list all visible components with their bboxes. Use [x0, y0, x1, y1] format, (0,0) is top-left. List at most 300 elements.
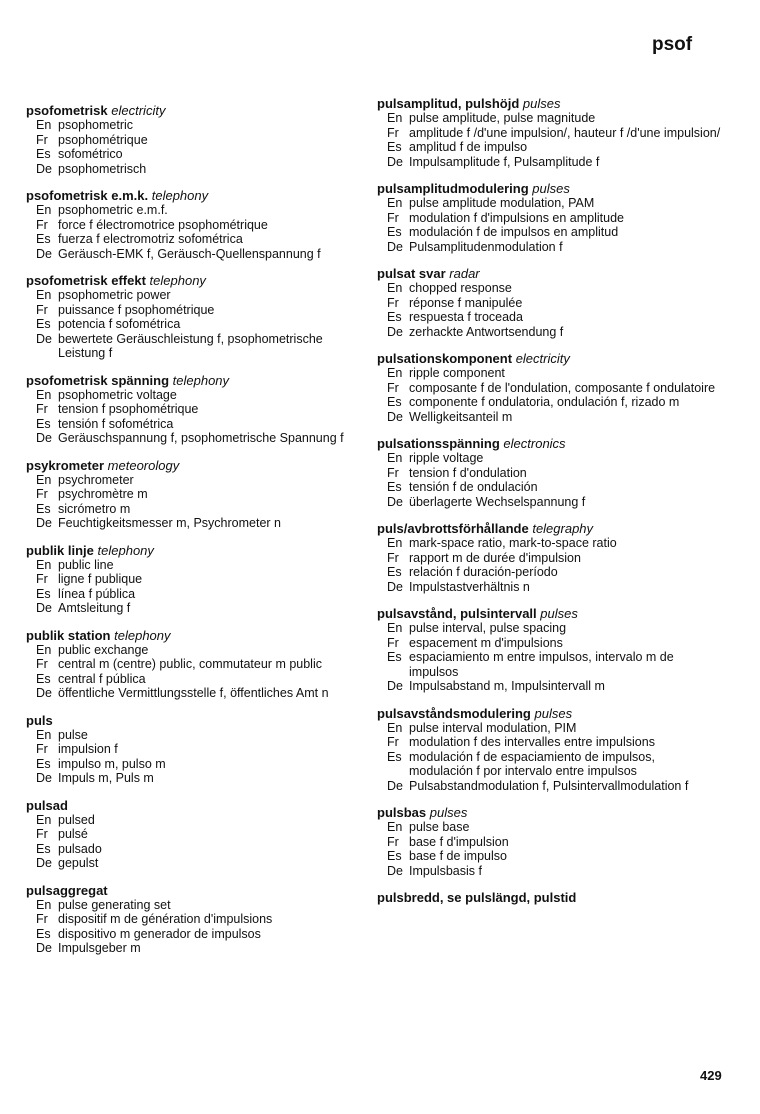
- translation-row: [26, 601, 371, 616]
- translation-row: [26, 813, 371, 828]
- language-code: En: [387, 536, 403, 550]
- translation-row: [377, 395, 722, 410]
- translation-text: Impulsabstand m, Impulsintervall m: [409, 679, 605, 693]
- headword: puls: [26, 712, 53, 728]
- translation-text: puissance f psophométrique: [58, 302, 215, 317]
- translation-row: [377, 111, 722, 126]
- language-code: Fr: [36, 742, 48, 756]
- language-code: Fr: [387, 125, 399, 140]
- dictionary-entry: [26, 373, 371, 446]
- language-code: Fr: [387, 834, 399, 849]
- headword: pulsaggregat: [26, 882, 108, 898]
- dictionary-entry: [377, 706, 722, 794]
- headword: pulsavståndsmodulering: [377, 705, 531, 721]
- translation-text: rapport m de durée d'impulsion: [409, 550, 581, 565]
- translation-text: force f électromotrice psophométrique: [58, 217, 268, 232]
- translation-text: ripple component: [409, 366, 505, 380]
- translation-text: pulsado: [58, 841, 102, 856]
- translation-row: [26, 487, 371, 502]
- dictionary-entry: [26, 628, 371, 701]
- translation-text: dispositivo m generador de impulsos: [58, 926, 261, 941]
- translation-text: Impulsamplitude f, Pulsamplitude f: [409, 154, 600, 169]
- translation-text: amplitud f de impulso: [409, 140, 528, 154]
- subject-field: electricity: [515, 351, 570, 366]
- language-code: En: [387, 111, 403, 125]
- translation-row: [377, 296, 722, 311]
- translation-text: relación f duración-período: [409, 565, 558, 579]
- language-code: En: [387, 196, 403, 210]
- translation-text: public line: [58, 557, 114, 572]
- language-code: Es: [36, 317, 51, 331]
- translation-row: [377, 281, 722, 296]
- translation-text: Pulsamplitudenmodulation f: [409, 239, 563, 254]
- translation-text: impulso m, pulso m: [58, 756, 166, 771]
- translation-text: modulación f de espaciamiento de impulsos, modulación f por intervalo entre impulsos: [409, 749, 655, 778]
- translation-text: Impulstastverhältnis n: [409, 579, 530, 594]
- language-code: De: [36, 516, 52, 530]
- headword: publik linje: [26, 542, 94, 558]
- entry-head: [26, 458, 371, 473]
- translation-text: respuesta f troceada: [409, 310, 523, 324]
- language-code: De: [387, 154, 403, 169]
- translation-text: Amtsleitung f: [58, 601, 131, 615]
- language-code: Fr: [387, 465, 399, 480]
- dictionary-entry: [26, 543, 371, 616]
- language-code: De: [36, 941, 52, 955]
- translation-text: componente f ondulatoria, ondulación f, rizado m: [409, 395, 680, 409]
- translation-text: Feuchtigkeitsmesser m, Psychrometer n: [58, 516, 281, 530]
- translation-text: zerhackte Antwortsendung f: [409, 324, 564, 339]
- dictionary-entry: [377, 521, 722, 594]
- language-code: Es: [387, 310, 402, 324]
- translation-row: [377, 565, 722, 580]
- entry-head: [377, 436, 722, 451]
- subject-field: pulses: [540, 606, 578, 621]
- language-code: En: [36, 557, 52, 572]
- language-code: De: [36, 331, 52, 346]
- subject-field: pulses: [429, 805, 468, 820]
- translation-text: línea f pública: [58, 586, 136, 601]
- subject-field: pulses: [534, 705, 573, 721]
- translation-text: psychrometer: [58, 472, 134, 487]
- translation-text: pulsé: [58, 827, 88, 841]
- translation-row: [377, 225, 722, 240]
- translation-text: bewertete Geräuschleistung f, psophometrische Leistung f: [58, 331, 323, 360]
- translation-row: [26, 827, 371, 842]
- translation-row: [26, 742, 371, 757]
- headword: pulsad: [26, 797, 68, 813]
- translation-text: fuerza f electromotriz sofométrica: [58, 232, 243, 246]
- language-code: Fr: [36, 132, 48, 147]
- language-code: Fr: [36, 827, 48, 841]
- translation-row: [26, 118, 371, 133]
- subject-field: electricity: [111, 103, 166, 118]
- headword: puls/avbrottsförhållande: [377, 521, 529, 536]
- translation-row: [26, 431, 371, 446]
- language-code: De: [387, 324, 403, 339]
- translation-text: pulse: [58, 727, 88, 742]
- translation-text: modulation f d'impulsions en amplitude: [409, 210, 625, 225]
- translation-text: pulse generating set: [58, 897, 171, 912]
- translation-row: [26, 133, 371, 148]
- translation-row: [26, 842, 371, 857]
- translation-row: [377, 750, 722, 779]
- translation-row: [26, 473, 371, 488]
- translation-row: [377, 551, 722, 566]
- translation-row: [26, 927, 371, 942]
- dictionary-entry: [377, 890, 722, 905]
- language-code: En: [36, 203, 52, 217]
- language-code: De: [387, 778, 403, 793]
- language-code: Fr: [387, 550, 399, 565]
- translation-text: modulación f de impulsos en amplitud: [409, 225, 619, 239]
- translation-row: [377, 140, 722, 155]
- translation-text: tensión f de ondulación: [409, 480, 538, 494]
- translation-row: [26, 332, 371, 361]
- language-code: Es: [36, 671, 51, 686]
- headword: psofometrisk spänning: [26, 372, 170, 388]
- entry-head: [377, 96, 722, 111]
- translation-row: [26, 941, 371, 956]
- headword: pulsbas: [377, 805, 427, 820]
- language-code: Es: [387, 650, 402, 664]
- dictionary-entry: [26, 713, 371, 786]
- subject-field: telegraphy: [532, 521, 594, 536]
- translation-text: Pulsabstandmodulation f, Pulsintervallmodulation f: [409, 778, 689, 793]
- dictionary-entry: [26, 458, 371, 531]
- headword: pulsamplitudmodulering: [377, 181, 529, 196]
- translation-row: [26, 147, 371, 162]
- language-code: De: [36, 161, 52, 176]
- language-code: Es: [387, 225, 402, 239]
- subject-field: electronics: [503, 436, 566, 451]
- translation-row: [26, 757, 371, 772]
- translation-text: pulse interval, pulse spacing: [409, 621, 567, 635]
- language-code: En: [36, 288, 52, 302]
- translation-text: tension f psophométrique: [58, 402, 199, 416]
- translation-row: [377, 480, 722, 495]
- headword: psofometrisk e.m.k.: [26, 188, 149, 203]
- dictionary-entry: [377, 436, 722, 509]
- translation-text: ripple voltage: [409, 451, 484, 465]
- translation-text: espaciamiento m entre impulsos, intervalo m de impulsos: [409, 650, 674, 679]
- translation-row: [26, 587, 371, 602]
- translation-row: [26, 203, 371, 218]
- translation-row: [377, 240, 722, 255]
- translation-text: gepulst: [58, 856, 99, 870]
- translation-row: [26, 162, 371, 177]
- subject-field: telephony: [149, 273, 206, 288]
- language-code: De: [36, 686, 52, 700]
- left-column: [26, 103, 371, 968]
- language-code: En: [36, 472, 52, 487]
- translation-text: public exchange: [58, 642, 149, 657]
- headword: pulsamplitud, pulshöjd: [377, 96, 520, 111]
- translation-row: [377, 580, 722, 595]
- translation-text: pulse amplitude, pulse magnitude: [409, 111, 596, 125]
- headword: pulsavstånd, pulsintervall: [377, 606, 537, 621]
- language-code: Fr: [36, 217, 48, 232]
- translation-text: Impuls m, Puls m: [58, 771, 154, 785]
- translation-text: mark-space ratio, mark-to-space ratio: [409, 536, 617, 550]
- translation-row: [377, 735, 722, 750]
- language-code: Es: [36, 147, 51, 161]
- headword: psofometrisk effekt: [26, 273, 146, 288]
- translation-row: [377, 211, 722, 226]
- translation-row: [26, 516, 371, 531]
- translation-text: réponse f manipulée: [409, 295, 523, 310]
- language-code: De: [36, 771, 52, 785]
- translation-row: [26, 898, 371, 913]
- translation-text: base f de impulso: [409, 849, 507, 863]
- translation-row: [26, 558, 371, 573]
- dictionary-entry: [26, 883, 371, 956]
- entry-head: [26, 273, 371, 288]
- entry-head: [26, 188, 371, 203]
- dictionary-entry: [377, 96, 722, 169]
- entry-head: [377, 521, 722, 536]
- translation-row: [377, 196, 722, 211]
- entry-head: [26, 883, 371, 898]
- translation-row: [26, 317, 371, 332]
- translation-text: sofométrico: [58, 147, 123, 161]
- translation-text: psophometric: [58, 118, 134, 132]
- dictionary-entry: [26, 273, 371, 361]
- entry-head: [26, 713, 371, 728]
- translation-text: amplitude f /d'une impulsion/, hauteur f /d'une impulsion/: [409, 125, 721, 140]
- language-code: Fr: [36, 657, 48, 671]
- language-code: En: [36, 118, 52, 132]
- translation-row: [377, 410, 722, 425]
- dictionary-entry: [377, 606, 722, 694]
- language-code: Es: [387, 749, 402, 764]
- headword: psykrometer: [26, 457, 105, 473]
- dictionary-entry: [377, 266, 722, 339]
- translation-row: [377, 495, 722, 510]
- language-code: En: [36, 727, 52, 742]
- translation-row: [377, 126, 722, 141]
- translation-text: pulse amplitude modulation, PAM: [409, 196, 595, 210]
- language-code: Fr: [387, 735, 399, 749]
- translation-row: [26, 686, 371, 701]
- translation-row: [377, 310, 722, 325]
- translation-row: [377, 325, 722, 340]
- language-code: Es: [387, 140, 402, 154]
- translation-text: Impulsgeber m: [58, 941, 141, 955]
- translation-text: pulsed: [58, 812, 95, 827]
- translation-text: ligne f publique: [58, 572, 143, 586]
- language-code: En: [36, 642, 52, 657]
- headword: pulsationsspänning: [377, 436, 500, 451]
- translation-text: psophometrisch: [58, 161, 147, 176]
- language-code: Es: [36, 416, 51, 431]
- translation-row: [26, 288, 371, 303]
- entry-head: [377, 181, 722, 196]
- language-code: Es: [36, 232, 51, 246]
- translation-row: [377, 466, 722, 481]
- language-code: Fr: [36, 912, 48, 926]
- subject-field: radar: [449, 266, 480, 281]
- right-column: [377, 96, 722, 917]
- translation-text: dispositif m de génération d'impulsions: [58, 912, 273, 926]
- language-code: De: [387, 239, 403, 254]
- entry-head: [377, 706, 722, 721]
- language-code: En: [387, 281, 403, 295]
- translation-text: pulse base: [409, 820, 470, 834]
- translation-text: impulsion f: [58, 742, 118, 756]
- subject-field: telephony: [97, 542, 154, 558]
- translation-text: psophométrique: [58, 132, 148, 147]
- translation-row: [26, 771, 371, 786]
- translation-row: [377, 536, 722, 551]
- language-code: De: [36, 431, 52, 445]
- translation-text: tensión f sofométrica: [58, 416, 174, 431]
- dictionary-entry: [377, 351, 722, 424]
- language-code: Fr: [36, 302, 48, 317]
- translation-text: potencia f sofométrica: [58, 317, 181, 331]
- translation-text: öffentliche Vermittlungsstelle f, öffentliches Amt n: [58, 686, 329, 700]
- language-code: Fr: [36, 402, 48, 416]
- language-code: De: [36, 246, 52, 261]
- entry-head: [377, 805, 722, 820]
- language-code: De: [387, 863, 403, 878]
- translation-row: [377, 679, 722, 694]
- language-code: Fr: [36, 487, 48, 501]
- translation-text: Geräusch-EMK f, Geräusch-Quellenspannung f: [58, 246, 321, 261]
- page-number: 429: [700, 1068, 722, 1083]
- language-code: Fr: [387, 295, 399, 310]
- translation-text: modulation f des intervalles entre impulsions: [409, 735, 655, 749]
- translation-row: [26, 672, 371, 687]
- translation-row: [377, 451, 722, 466]
- language-code: Fr: [387, 635, 399, 650]
- language-code: Fr: [387, 380, 399, 395]
- language-code: Fr: [36, 572, 48, 586]
- translation-row: [26, 388, 371, 403]
- translation-row: [377, 835, 722, 850]
- translation-text: psophometric voltage: [58, 387, 177, 402]
- translation-row: [377, 155, 722, 170]
- translation-row: [377, 779, 722, 794]
- translation-row: [26, 643, 371, 658]
- entry-head: [377, 351, 722, 366]
- language-code: Fr: [387, 210, 399, 225]
- language-code: Es: [36, 756, 51, 771]
- translation-row: [26, 572, 371, 587]
- entry-head: [377, 266, 722, 281]
- translation-text: psophometric power: [58, 288, 171, 302]
- headword: psofometrisk: [26, 103, 108, 118]
- dictionary-entry: [26, 798, 371, 871]
- dictionary-entry: [377, 805, 722, 878]
- translation-row: [377, 849, 722, 864]
- translation-row: [377, 636, 722, 651]
- entry-head: [26, 798, 371, 813]
- headword: pulsbredd, se pulslängd, pulstid: [377, 890, 577, 905]
- translation-row: [26, 502, 371, 517]
- subject-field: pulses: [532, 181, 570, 196]
- language-code: Es: [387, 849, 402, 863]
- language-code: De: [36, 856, 52, 870]
- subject-field: telephony: [172, 372, 230, 388]
- translation-text: base f d'impulsion: [409, 834, 509, 849]
- translation-row: [377, 366, 722, 381]
- translation-text: espacement m d'impulsions: [409, 635, 563, 650]
- translation-row: [26, 657, 371, 672]
- translation-text: central m (centre) public, commutateur m public: [58, 657, 322, 671]
- translation-text: central f pública: [58, 671, 146, 686]
- language-code: De: [387, 579, 403, 594]
- translation-text: pulse interval modulation, PIM: [409, 720, 577, 735]
- translation-text: chopped response: [409, 281, 512, 295]
- language-code: Es: [36, 841, 51, 856]
- language-code: En: [387, 366, 403, 380]
- translation-row: [377, 820, 722, 835]
- entry-head: [26, 543, 371, 558]
- entry-head: [26, 373, 371, 388]
- language-code: En: [387, 621, 403, 635]
- translation-row: [26, 912, 371, 927]
- guide-word: psof: [652, 34, 693, 55]
- translation-text: psophometric e.m.f.: [58, 203, 168, 217]
- language-code: En: [387, 820, 403, 834]
- headword: pulsat svar: [377, 266, 446, 281]
- translation-row: [26, 856, 371, 871]
- translation-text: Impulsbasis f: [409, 863, 482, 878]
- language-code: En: [36, 387, 52, 402]
- entry-head: [26, 628, 371, 643]
- translation-row: [26, 417, 371, 432]
- entry-head: [26, 103, 371, 118]
- translation-text: überlagerte Wechselspannung f: [409, 494, 586, 509]
- translation-row: [26, 232, 371, 247]
- language-code: De: [387, 679, 403, 693]
- language-code: Es: [36, 586, 51, 601]
- language-code: De: [387, 409, 403, 424]
- language-code: Es: [387, 480, 402, 494]
- translation-row: [377, 621, 722, 636]
- language-code: Es: [36, 501, 51, 516]
- translation-row: [377, 381, 722, 396]
- subject-field: meteorology: [107, 457, 180, 473]
- translation-text: Welligkeitsanteil m: [409, 409, 513, 424]
- translation-row: [26, 402, 371, 417]
- translation-row: [26, 303, 371, 318]
- language-code: Es: [387, 565, 402, 579]
- language-code: En: [36, 897, 52, 912]
- language-code: Es: [36, 926, 51, 941]
- subject-field: telephony: [114, 627, 171, 643]
- language-code: En: [387, 451, 403, 465]
- translation-row: [377, 721, 722, 736]
- language-code: De: [36, 601, 52, 615]
- dictionary-entry: [26, 103, 371, 176]
- translation-text: Geräuschspannung f, psophometrische Spannung f: [58, 431, 344, 445]
- headword: pulsationskomponent: [377, 351, 513, 366]
- dictionary-entry: [26, 188, 371, 261]
- subject-field: telephony: [151, 188, 209, 203]
- translation-row: [26, 728, 371, 743]
- translation-row: [377, 864, 722, 879]
- language-code: De: [387, 494, 403, 509]
- language-code: En: [36, 812, 52, 827]
- entry-head: [377, 890, 722, 905]
- entry-head: [377, 606, 722, 621]
- dictionary-entry: [377, 181, 722, 254]
- translation-text: psychromètre m: [58, 487, 148, 501]
- translation-row: [377, 650, 722, 679]
- translation-text: tension f d'ondulation: [409, 465, 527, 480]
